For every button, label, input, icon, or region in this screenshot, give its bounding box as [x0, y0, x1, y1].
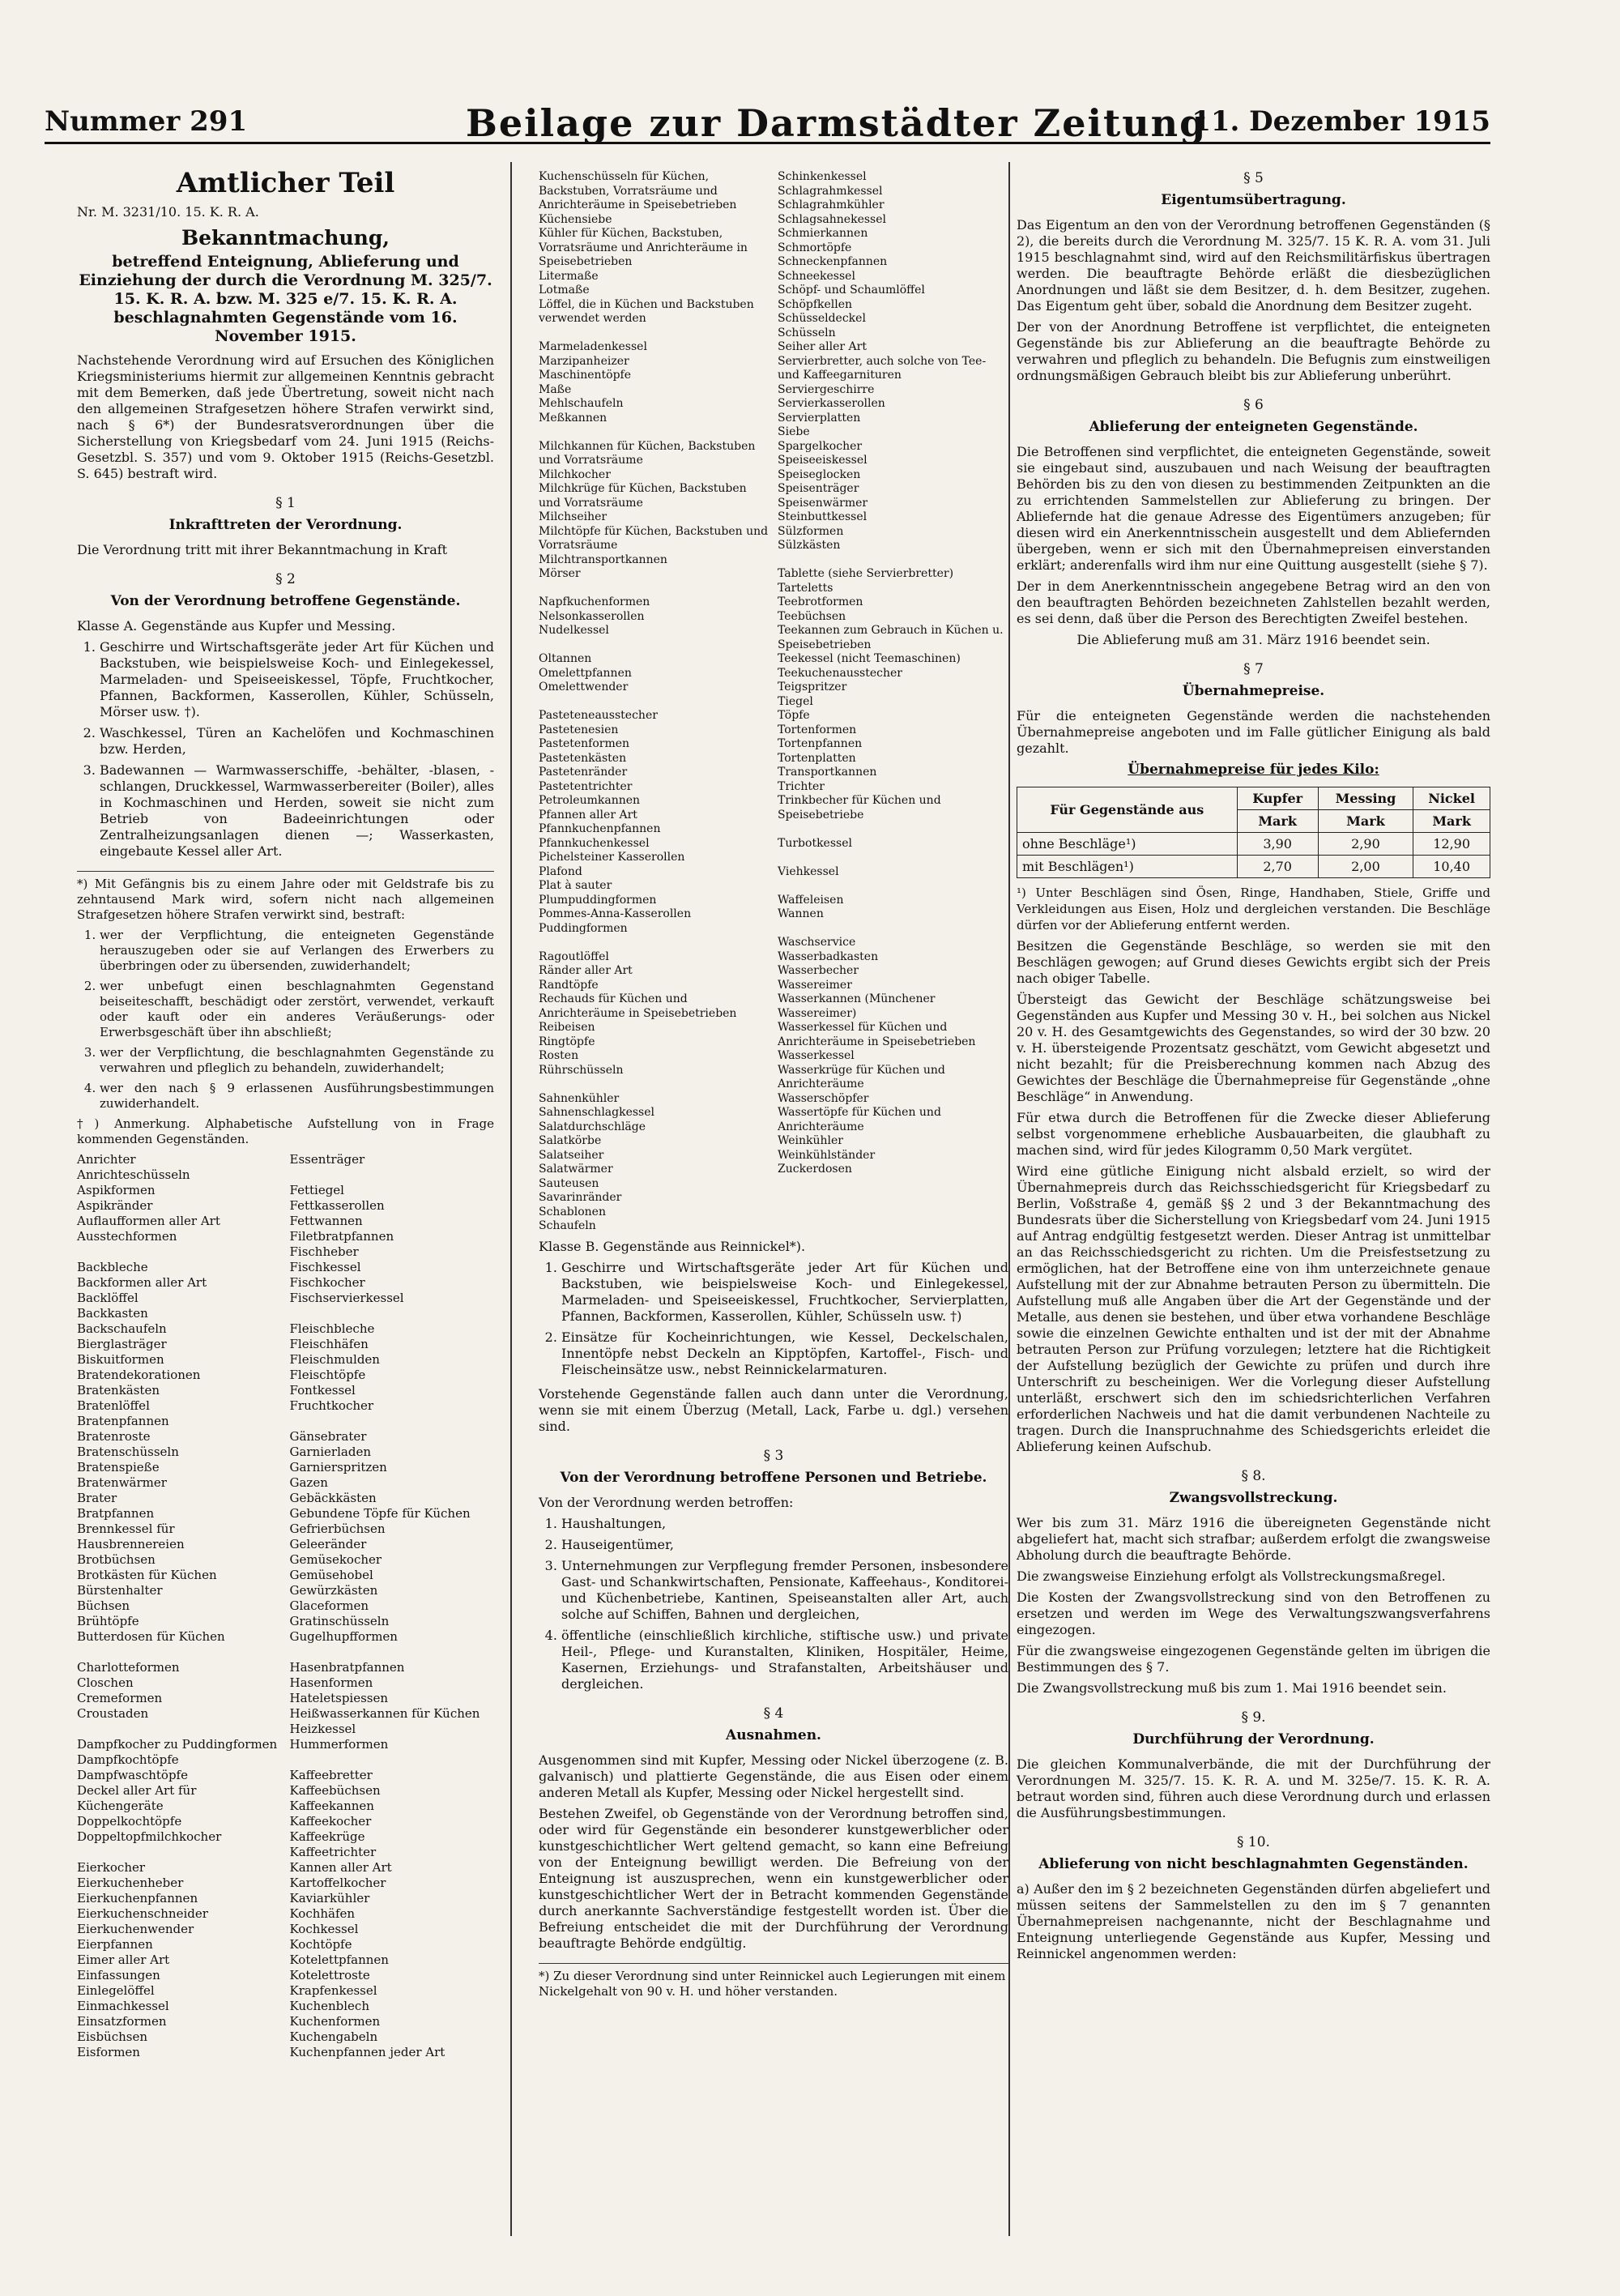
section-10-paragraph-1: a) Außer den im § 2 bezeichneten Gegenständen dürfen abgeliefert und müssen seitens der Sammelstellen zu den im § 7 genannten Übernahmepreisen nachgenannte, nicht der Beschlagnahme und Enteignung unterliegende Gegenstände aus Kupfer, Messing und Reinnickel angenommen werden:: [1017, 1881, 1490, 1961]
section-3-title: Von der Verordnung betroffene Personen und Betriebe.: [560, 1469, 987, 1486]
table-cell: mit Beschlägen¹): [1017, 856, 1238, 878]
table-cell: 12,90: [1413, 833, 1490, 856]
column-3: [1017, 170, 1490, 1967]
section-7-title: Übernahmepreise.: [1182, 683, 1325, 699]
section-1-number: § 1: [275, 495, 296, 511]
table-header: Nickel: [1413, 787, 1490, 810]
section-4-paragraph-1: Ausgenommen sind mit Kupfer, Messing oder Nickel überzogene (z. B. galvanisch) und plattierte Gegenstände, die aus Eisen oder einem anderen Metall als Kupfer, Messing oder Nickel hergestellt sind.: [539, 1752, 1008, 1800]
section-3-list: [539, 1516, 1008, 1692]
section-1-text: Die Verordnung tritt mit ihrer Bekanntmachung in Kraft: [77, 542, 448, 557]
section-8-paragraph-2: Die zwangsweise Einziehung erfolgt als Vollstreckungsmaßregel.: [1017, 1568, 1446, 1584]
table-header: Für Gegenstände aus: [1017, 787, 1238, 833]
column-rule-2: [1008, 162, 1010, 2236]
alphabetical-list: [77, 1152, 494, 2060]
list-item: 1. Haushaltungen,: [561, 1516, 1008, 1532]
section-1-title: Inkrafttreten der Verordnung.: [168, 517, 403, 533]
list-item: 3. Badewannen — Warmwasserschiffe, -behälter, -blasen, -schlangen, Druckkessel, Warmwasserbereiter (Boiler), alles in Kochmaschinen und Herden, soweit sie nicht zum Betrieb von Badeeinrichtungen oder Zentralheizungsanlagen dienen —; Wasserkasten, eingebaute Kessel aller Art.: [100, 762, 494, 860]
footnote-intro: *) Mit Gefängnis bis zu einem Jahre oder mit Geldstrafe bis zu zehntausend Mark wird, sofern nicht nach allgemeinen Strafgesetzen höhere Strafen verwirkt sind, bestraft:: [77, 877, 494, 922]
reference-number: Nr. M. 3231/10. 15. K. R. A.: [77, 204, 259, 220]
section-9-title: Durchführung der Verordnung.: [1132, 1731, 1375, 1748]
issue-number: Nummer 291: [45, 105, 248, 138]
section-8-paragraph-5: Die Zwangsvollstreckung muß bis zum 1. Mai 1916 beendet sein.: [1017, 1680, 1447, 1696]
class-a-heading: Klasse A. Gegenstände aus Kupfer und Messing.: [77, 618, 396, 634]
announcement-title: Bekanntmachung,: [181, 226, 390, 250]
table-cell: 2,90: [1318, 833, 1413, 856]
price-table-title: Übernahmepreise für jedes Kilo:: [1128, 762, 1379, 778]
alphabetical-list-left: Kuchenschüsseln für Küchen, Backstuben, Vorratsräume und Anrichteräume in Speisebetrieben Küchensiebe Kühler für Küchen, Backstuben, Vorratsräume und Anrichteräume in Speisebetrieben Litermaße Lotmaße Löffel, die in Küchen und Backstuben verwendet werden Marmeladenkessel Marzipanheizer Maschinentöpfe Maße Mehlschaufeln Meßkannen Milchkannen für Küchen, Backstuben und Vorratsräume Milchkocher Milchkrüge für Küchen, Backstuben und Vorratsräume Milchseiher Milchtöpfe für Küchen, Backstuben und Vorratsräume Milchtransportkannen Mörser Napfkuchenformen Nelsonkasserollen Nudelkessel Oltannen Omelettpfannen Omelettwender Pasteteneausstecher Pastetenesien Pastetenformen Pastetenkästen Pastetenränder Pastetentrichter Petroleumkannen Pfannen aller Art Pfannkuchenpfannen Pfannkuchenkessel Pichelsteiner Kasserollen Plafond Plat à sauter Plumpuddingformen Pommes-Anna-Kasserollen Puddingformen Ragoutlöffel Ränder aller Art Randtöpfe Rechauds für Küchen und Anrichteräume in Speisebetrieben Reibeisen Ringtöpfe Rosten Rührschüsseln Sahnenkühler Sahnenschlagkessel Salatdurchschläge Salatkörbe Salatseiher Salatwärmer Sauteusen Savarinränder Schablonen Schaufeln: [539, 170, 769, 1232]
list-item: 2. Hauseigentümer,: [561, 1537, 1008, 1553]
announcement-subtitle: betreffend Enteignung, Ablieferung und Einziehung der durch die Verordnung M. 325/7. 15. K. R. A. bzw. M. 325 e/7. 15. K. R. A. beschlagnahmten Gegenstände vom 16. November 1915.: [79, 253, 492, 345]
list-item: 2. Einsätze für Kocheinrichtungen, wie Kessel, Deckelschalen, Innentöpfe nebst Deckeln an Kipptöpfen, Kartoffel-, Fisch- und Fleischeinsätze usw., nebst Reinnickelarmaturen.: [561, 1329, 1008, 1378]
section-7-paragraph-5: Wird eine gütliche Einigung nicht alsbald erzielt, so wird der Übernahmepreis durch das Reichsschiedsgericht für Kriegsbedarf zu Berlin, Voßstraße 4, gemäß §§ 2 und 3 der Bekanntmachung des Bundesrats über die Sicherstellung von Kriegsbedarf vom 24. Juni 1915 auf Antrag endgültig festgesetzt werden. Dieser Antrag ist unmittelbar an das Reichsschiedsgericht zu richten. Um die Preisfestsetzung zu ermöglichen, hat der Betroffene eine von ihm unterzeichnete genaue Aufstellung mit der zur Abnahme betrauten Person zu übermitteln. Die Aufstellung muß alle Angaben über die Art der Gegenstände und der Metalle, aus denen sie bestehen, und über etwa vorhandene Beschläge sowie die einzelnen Gewichte enthalten und ist der mit der Abnahme betrauten Person zur Prüfung vorzulegen; letztere hat die Richtigkeit der Aufstellung bezüglich der Gewichte zu prüfen und durch ihre Unterschrift zu bescheinigen. Wer die Vorlegung dieser Aufstellung unterläßt, erschwert sich den im schiedsrichterlichen Verfahren erforderlichen Nachweis und hat die damit verbundenen Nachteile zu tragen. Durch die Inanspruchnahme des Schiedsgerichts erleidet die Ablieferung keinen Aufschub.: [1017, 1163, 1490, 1454]
alphabetical-list-right: Schinkenkessel Schlagrahmkessel Schlagrahmkühler Schlagsahnekessel Schmierkannen Schmortöpfe Schneckenpfannen Schneekessel Schöpf- und Schaumlöffel Schöpfkellen Schüsseldeckel Schüsseln Seiher aller Art Servierbretter, auch solche von Tee- und Kaffeegarnituren Serviergeschirre Servierkasserollen Servierplatten Siebe Spargelkocher Speiseeiskessel Speiseglocken Speisenträger Speisenwärmer Steinbuttkessel Sülzformen Sülzkästen Tablette (siehe Servierbretter) Tarteletts Teebrotformen Teebüchsen Teekannen zum Gebrauch in Küchen u. Speisebetrieben Teekessel (nicht Teemaschinen) Teekuchenausstecher Teigspritzer Tiegel Töpfe Tortenformen Tortenpfannen Tortenplatten Transportkannen Trichter Trinkbecher für Küchen und Speisebetriebe Turbotkessel Viehkessel Waffeleisen Wannen Waschservice Wasserbadkasten Wasserbecher Wassereimer Wasserkannen (Münchener Wassereimer) Wasserkessel für Küchen und Anrichteräume in Speisebetrieben Wasserkessel Wasserkrüge für Küchen und Anrichteräume Wasserschöpfer Wassertöpfe für Küchen und Anrichteräume Weinkühler Weinkühlständer Zuckerdosen: [778, 170, 1004, 1176]
section-3-number: § 3: [763, 1447, 784, 1464]
alphabetical-list-right: Essenträger Fettiegel Fettkasserollen Fettwannen Filetbratpfannen Fischheber Fischkessel Fischkocher Fischservierkessel Fleischbleche Fleischhäfen Fleischmulden Fleischtöpfe Fontkessel Fruchtkocher Gänsebrater Garnierladen Garnierspritzen Gazen Gebäckkästen Gebundene Töpfe für Küchen Gefrierbüchsen Geleeränder Gemüsekocher Gemüsehobel Gewürzkästen Glaceformen Gratinschüsseln Gugelhupfformen Hasenbratpfannen Hasenformen Hateletspiessen Heißwasserkannen für Küchen Heizkessel Hummerformen Kaffeebretter Kaffeebüchsen Kaffeekannen Kaffeekocher Kaffeekrüge Kaffeetrichter Kannen aller Art Kartoffelkocher Kaviarkühler Kochhäfen Kochkessel Kochtöpfe Kotelettpfannen Kotelettroste Krapfenkessel Kuchenblech Kuchenformen Kuchengabeln Kuchenpfannen jeder Art: [289, 1152, 480, 2059]
list-item: 1. Geschirre und Wirtschaftsgeräte jeder Art für Küchen und Backstuben, wie beispielsweise Koch- und Einlegekessel, Marmeladen- und Speiseeiskessel, Töpfe, Fruchtkocher, Pfannen, Backformen, Kasserollen, Kühler, Schüsseln, Mörser usw. †).: [100, 639, 494, 720]
section-5-number: § 5: [1243, 170, 1264, 186]
list-item: 1. wer der Verpflichtung, die enteigneten Gegenstände herauszugeben oder sie auf Verlangen des Erwerbers zu überbringen oder zu übersenden, zuwiderhandelt;: [100, 928, 494, 974]
section-4-number: § 4: [763, 1705, 784, 1722]
list-item: 4. wer den nach § 9 erlassenen Ausführungsbestimmungen zuwiderhandelt.: [100, 1081, 494, 1112]
table-unit: Mark: [1318, 810, 1413, 833]
intro-paragraph: Nachstehende Verordnung wird auf Ersuchen des Königlichen Kriegsministeriums hiermit zur allgemeinen Kenntnis gebracht mit dem Bemerken, daß jede Übertretung, soweit nicht nach den allgemeinen Strafgesetzen höhere Strafen verwirkt sind, nach § 6*) der Bundesratsverordnungen über die Sicherstellung von Kriegsbedarf vom 24. Juni 1915 (Reichs-Gesetzbl. S. 357) und vom 9. Oktober 1915 (Reichs-Gesetzbl. S. 645) bestraft wird.: [77, 352, 494, 481]
masthead: [45, 101, 1490, 144]
table-cell: 10,40: [1413, 856, 1490, 878]
column-rule-1: [510, 162, 512, 2236]
section-5-title: Eigentumsübertragung.: [1161, 192, 1346, 208]
list-item: 3. wer der Verpflichtung, die beschlagnahmten Gegenstände zu verwahren und pfleglich zu behandeln, zuwiderhandelt;: [100, 1045, 494, 1076]
table-cell: 2,70: [1237, 856, 1318, 878]
section-heading: Amtlicher Teil: [176, 167, 395, 199]
section-7-paragraph-3: Übersteigt das Gewicht der Beschläge schätzungsweise bei Gegenständen aus Kupfer und Messing 30 v. H., bei solchen aus Nickel 20 v. H. des Gesamtgewichts des Gegenstandes, so wird der 30 bzw. 20 v. H. übersteigende Prozentsatz geschätzt, vom Gewicht abgesetzt und nicht bezahlt; für die Preisberechnung kommen nach Abzug des Gewichtes der Beschläge die Übernahmepreise für Gegenstände „ohne Beschläge“ in Anwendung.: [1017, 992, 1490, 1104]
section-7-paragraph-4: Für etwa durch die Betroffenen für die Zwecke dieser Ablieferung selbst vorgenommene erhebliche Ausbauarbeiten, die glaubhaft zu machen sind, wird für jedes Kilogramm 0,50 Mark vergütet.: [1017, 1110, 1490, 1158]
section-5-paragraph-1: Das Eigentum an den von der Verordnung betroffenen Gegenständen (§ 2), die bereits durch die Verordnung M. 325/7. 15 K. R. A. vom 31. Juli 1915 beschlagnahmt sind, wird auf den Reichsmilitärfiskus übertragen werden. Die beauftragte Behörde erläßt die diesbezüglichen Anordnungen und läßt sie dem Besitzer, d. h. dem Besitzer, zugehen. Das Eigentum geht über, sobald die Anordnung dem Besitzer zugeht.: [1017, 217, 1490, 314]
class-b-heading: Klasse B. Gegenstände aus Reinnickel*).: [539, 1238, 806, 1254]
table-note: ¹) Unter Beschlägen sind Ösen, Ringe, Handhaben, Stiele, Griffe und Verkleidungen aus Eisen, Holz und dergleichen verstanden. Die Beschläge dürfen vor der Ablieferung entfernt werden.: [1017, 886, 1490, 932]
section-2-number: § 2: [275, 571, 296, 587]
section-6-paragraph-1: Die Betroffenen sind verpflichtet, die enteigneten Gegenstände, soweit sie eingebaut sind, auszubauen und nach Weisung der beauftragten Behörden bis zu den von diesen zu bestimmenden Zeitpunkten an die zu errichtenden Sammelstellen zur Ablieferung zu bringen. Der Abliefernde hat die genaue Adresse des Eigentümers anzugeben; für diesen wird ein Anerkenntnisschein ausgestellt und dem Abliefernden übergeben, wenn er sich mit den Übernahmepreisen einverstanden erklärt; anderenfalls wird ihm nur eine Quittung ausgestellt (siehe § 7).: [1017, 444, 1490, 573]
table-cell: 2,00: [1318, 856, 1413, 878]
section-5-paragraph-2: Der von der Anordnung Betroffene ist verpflichtet, die enteigneten Gegenstände bis zur Ablieferung an die beauftragte Behörde zu verwahren und pfleglich zu behandeln. Die Befugnis zum einstweiligen ordnungsmäßigen Gebrauch bleibt bis zur Ablieferung unberührt.: [1017, 319, 1490, 383]
section-7-paragraph-1: Für die enteigneten Gegenstände werden die nachstehenden Übernahmepreise angeboten und im Falle gütlicher Einigung als bald gezahlt.: [1017, 708, 1490, 756]
section-6-paragraph-2: Der in dem Anerkenntnisschein angegebene Betrag wird an den von den beauftragten Behörden bezeichneten Zahlstellen bezahlt werden, es sei denn, daß über die Person des Berechtigten Zweifel bestehen.: [1017, 578, 1490, 626]
table-row: [1017, 856, 1490, 878]
section-7-paragraph-2: Besitzen die Gegenstände Beschläge, so werden sie mit den Beschlägen gewogen; auf Grund dieses Gewichts ergibt sich der Preis nach obiger Tabelle.: [1017, 938, 1490, 986]
section-8-number: § 8.: [1241, 1468, 1266, 1484]
section-9-paragraph-1: Die gleichen Kommunalverbände, die mit der Durchführung der Verordnungen M. 325/7. 15. K. R. A. und M. 325e/7. 15. K. R. A. betraut worden sind, führen auch diese Verordnung durch und erlassen die Ausführungsbestimmungen.: [1017, 1756, 1490, 1820]
list-item: 3. Unternehmungen zur Verpflegung fremder Personen, insbesondere Gast- und Schankwirtschaften, Pensionate, Kaffeehaus-, Konditorei- und Küchenbetriebe, Kantinen, Speiseanstalten aller Art, auch solche auf Schiffen, Bahnen und dergleichen,: [561, 1558, 1008, 1623]
newspaper-title: Beilage zur Darmstädter Zeitung: [466, 101, 1208, 145]
table-unit: Mark: [1413, 810, 1490, 833]
class-a-list: [77, 639, 494, 860]
list-item: 4. öffentliche (einschließlich kirchliche, stiftische usw.) und private Heil-, Pflege- und Kuranstalten, Kliniken, Hospitäler, Heime, Kasernen, Erziehungs- und Strafanstalten, Arbeitshäuser und dergleichen.: [561, 1628, 1008, 1692]
table-unit: Mark: [1237, 810, 1318, 833]
list-item: 2. Waschkessel, Türen an Kachelöfen und Kochmaschinen bzw. Herden,: [100, 725, 494, 758]
alphabetical-list-left: Anrichter Anrichteschüsseln Aspikformen Aspikränder Auflaufformen aller Art Ausstechformen Backbleche Backformen aller Art Backlöffel Backkasten Backschaufeln Bierglasträger Biskuitformen Bratendekorationen Bratenkästen Bratenlöffel Bratenpfannen Bratenroste Bratenschüsseln Bratenspieße Bratenwärmer Brater Bratpfannen Brennkessel für Hausbrennereien Brotbüchsen Brotkästen für Küchen Bürstenhalter Büchsen Brühtöpfe Butterdosen für Küchen Charlotteformen Closchen Cremeformen Croustaden Dampfkocher zu Puddingformen Dampfkochtöpfe Dampfwaschtöpfe Deckel aller Art für Küchengeräte Doppelkochtöpfe Doppeltopfmilchkocher Eierkocher Eierkuchenheber Eierkuchenpfannen Eierkuchenschneider Eierkuchenwender Eierpfannen Eimer aller Art Einfassungen Einlegelöffel Einmachkessel Einsatzformen Eisbüchsen Eisformen: [77, 1152, 278, 2059]
list-item: 2. wer unbefugt einen beschlagnahmten Gegenstand beiseiteschafft, beschädigt oder zerstört, verwendet, verkauft oder kauft oder ein anderes Veräußerungs- oder Erwerbsgeschäft über ihn abschließt;: [100, 979, 494, 1040]
price-table: [1017, 787, 1490, 878]
column-2: [539, 170, 1008, 1999]
section-4-title: Ausnahmen.: [726, 1726, 821, 1743]
coating-note: Vorstehende Gegenstände fallen auch dann unter die Verordnung, wenn sie mit einem Überzug (Metall, Lack, Farbe u. dgl.) versehen sind.: [539, 1385, 1008, 1434]
table-row: [1017, 833, 1490, 856]
column-1: [77, 167, 494, 2065]
section-8-title: Zwangsvollstreckung.: [1169, 1490, 1338, 1506]
nickel-footnote: *) Zu dieser Verordnung sind unter Reinnickel auch Legierungen mit einem Nickelgehalt von 90 v. H. und höher verstanden.: [539, 1963, 1008, 1999]
section-8-paragraph-3: Die Kosten der Zwangsvollstreckung sind von den Betroffenen zu ersetzen und werden im Wege des Verwaltungszwangsverfahrens eingezogen.: [1017, 1590, 1490, 1637]
section-8-paragraph-4: Für die zwangsweise eingezogenen Gegenstände gelten im übrigen die Bestimmungen des § 7.: [1017, 1643, 1490, 1675]
table-header: Messing: [1318, 787, 1413, 810]
section-9-number: § 9.: [1241, 1709, 1266, 1726]
footnote: [77, 871, 494, 1147]
section-6-number: § 6: [1243, 397, 1264, 413]
annotation-note: †) Anmerkung. Alphabetische Aufstellung von in Frage kommenden Gegenständen.: [77, 1116, 494, 1146]
list-item: 1. Geschirre und Wirtschaftsgeräte jeder Art für Küchen und Backstuben, wie beispielsweise Koch- und Einlegekessel, Marmeladen- und Speiseeiskessel, Fruchtkocher, Servierplatten, Pfannen, Backformen, Kasserollen, Kühler, Schüsseln usw. †): [561, 1260, 1008, 1325]
section-6-title: Ablieferung der enteigneten Gegenstände.: [1089, 419, 1418, 435]
section-8-paragraph-1: Wer bis zum 31. März 1916 die übereigneten Gegenstände nicht abgeliefert hat, macht sich strafbar; außerdem erfolgt die zwangsweise Abholung durch die beauftragte Behörde.: [1017, 1515, 1490, 1563]
alphabetical-list-continued: [539, 170, 1008, 1234]
section-10-number: § 10.: [1237, 1834, 1270, 1850]
issue-date: 11. Dezember 1915: [1192, 105, 1490, 138]
section-2-title: Von der Verordnung betroffene Gegenstände.: [110, 593, 461, 609]
section-4-paragraph-2: Bestehen Zweifel, ob Gegenstände von der Verordnung betroffen sind, oder wird für Gegenstände ein besonderer kunstgewerblicher oder kunstgeschichtlicher Wert geltend gemacht, so kann eine Befreiung von der Enteignung bewilligt werden. Die Befreiung von der Enteignung ist auszusprechen, wenn ein kunstgewerblicher oder kunstgeschichtlicher Wert der in Betracht kommenden Gegenstände durch anerkannte Sachverständige festgestellt worden ist. Über die Befreiung entscheidet die mit der Durchführung der Verordnung beauftragte Behörde endgültig.: [539, 1805, 1008, 1951]
table-cell: ohne Beschläge¹): [1017, 833, 1238, 856]
section-3-intro: Von der Verordnung werden betroffen:: [539, 1494, 794, 1510]
table-cell: 3,90: [1237, 833, 1318, 856]
section-6-paragraph-3: Die Ablieferung muß am 31. März 1916 beendet sein.: [1076, 632, 1430, 647]
class-b-list: [539, 1260, 1008, 1378]
section-10-title: Ablieferung von nicht beschlagnahmten Gegenständen.: [1038, 1856, 1469, 1872]
table-header: Kupfer: [1237, 787, 1318, 810]
section-7-number: § 7: [1243, 661, 1264, 677]
